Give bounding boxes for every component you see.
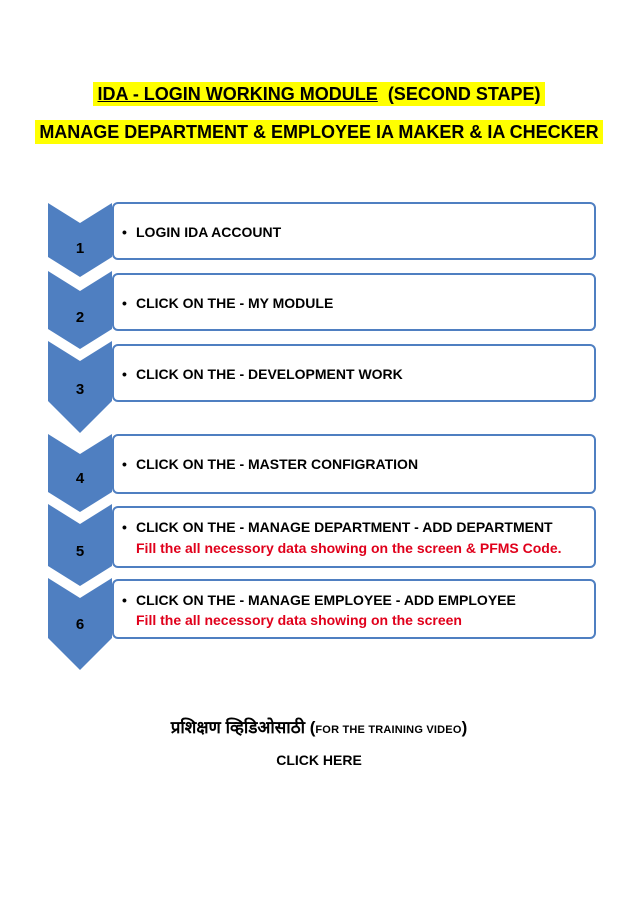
training-video-hindi: प्रशिक्षण व्हिडिओसाठी [170, 718, 305, 737]
step-label-5: CLICK ON THE - MANAGE DEPARTMENT - ADD DEPARTMENT [136, 519, 553, 535]
step-number-1: 1 [75, 240, 85, 257]
step-label-1: LOGIN IDA ACCOUNT [136, 224, 282, 240]
paren-open: ( [309, 718, 316, 737]
training-video-label [0, 715, 638, 743]
step-text-5 [122, 519, 553, 535]
step-number-6: 6 [75, 616, 85, 633]
step-box-5 [112, 506, 596, 568]
step-text-3 [122, 366, 403, 382]
step-number-4: 4 [75, 470, 85, 487]
step-label-4: CLICK ON THE - MASTER CONFIGRATION [136, 456, 419, 472]
step-label-6: CLICK ON THE - MANAGE EMPLOYEE - ADD EMPLOYEE [136, 592, 516, 608]
bullet-icon: • [122, 224, 127, 240]
step-box-2 [112, 273, 596, 331]
step-text-2 [122, 295, 333, 311]
page-subtitle [0, 118, 638, 146]
bullet-icon: • [122, 456, 127, 472]
training-video-english: FOR THE TRAINING VIDEO [315, 724, 462, 736]
bullet-icon: • [122, 295, 127, 311]
chevron-group-1 [48, 203, 112, 433]
step-box-3 [112, 344, 596, 402]
step-number-2: 2 [75, 309, 85, 326]
title-stage: (SECOND STAPE) [387, 84, 541, 104]
chevron-group-2 [48, 434, 112, 670]
bullet-icon: • [122, 366, 127, 382]
step-text-1 [122, 224, 281, 240]
paren-close: ) [461, 718, 468, 737]
step-label-2: CLICK ON THE - MY MODULE [136, 295, 334, 311]
click-here-link[interactable]: CLICK HERE [276, 752, 362, 768]
title-highlight [93, 82, 544, 106]
step-number-3: 3 [75, 381, 85, 398]
step-text-4 [122, 456, 418, 472]
bullet-icon: • [122, 519, 127, 535]
step-label-3: CLICK ON THE - DEVELOPMENT WORK [136, 366, 403, 382]
step-box-1 [112, 202, 596, 260]
title-underlined: IDA - LOGIN WORKING MODULE [97, 84, 378, 104]
step-number-5: 5 [75, 543, 85, 560]
bullet-icon: • [122, 592, 127, 608]
step-box-6 [112, 579, 596, 639]
step-box-4 [112, 434, 596, 494]
page-title [0, 80, 638, 108]
step-note-6: Fill the all necessory data showing on the screen [136, 612, 462, 628]
step-note-5: Fill the all necessory data showing on the screen & PFMS Code. [136, 540, 562, 556]
subtitle-highlight: MANAGE DEPARTMENT & EMPLOYEE IA MAKER & IA CHECKER [35, 120, 602, 144]
step-text-6 [122, 592, 516, 608]
